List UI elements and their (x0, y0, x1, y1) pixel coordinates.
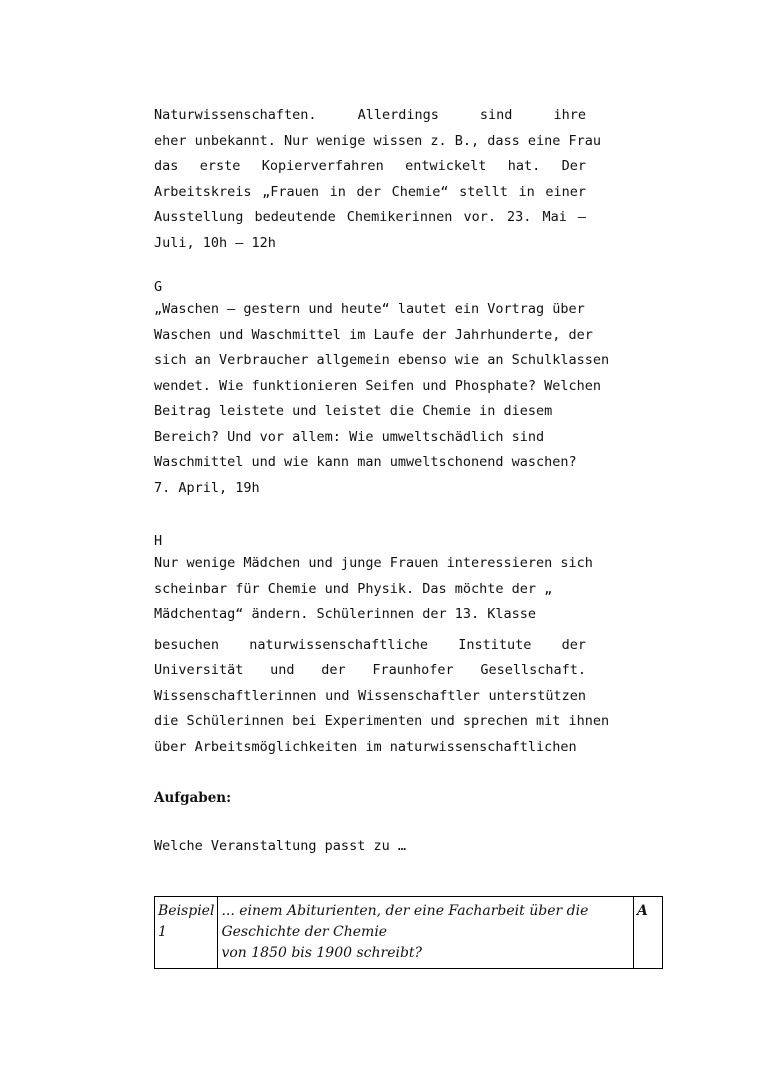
text-line: 7. April, 19h (154, 479, 260, 496)
example-question (218, 897, 634, 969)
text-line: wendet. Wie funktionieren Seifen und Phosphate? Welchen (154, 377, 602, 394)
text-line: scheinbar für Chemie und Physik. Das möchte der „ (154, 580, 553, 597)
section-f-text (154, 103, 602, 256)
question-line: Geschichte der Chemie (221, 924, 388, 940)
text-line: die Schülerinnen bei Experimenten und sprechen mit ihnen (154, 713, 610, 729)
text-line: Naturwissenschaften. Allerdings sind ihre (154, 107, 586, 123)
text-line: „Waschen – gestern und heute“ lautet ein Vortrag über (154, 301, 585, 317)
example-answer: A (634, 897, 663, 969)
question-line: ... einem Abiturienten, der eine Facharbeit über die (221, 903, 589, 919)
text-line: Mädchentag“ ändern. Schülerinnen der 13. Klasse (154, 606, 537, 622)
text-line: das erste Kopierverfahren entwickelt hat. Der (154, 158, 586, 174)
example-table (154, 896, 663, 969)
text-line: Beitrag leistete und leistet die Chemie in diesem (154, 403, 553, 419)
text-line: Waschen und Waschmittel im Laufe der Jahrhunderte, der (154, 326, 593, 343)
tasks-prompt: Welche Veranstaltung passt zu … (154, 838, 406, 854)
section-g (154, 277, 610, 501)
section-h (154, 531, 610, 760)
text-line: Juli, 10h – 12h (154, 234, 276, 251)
text-line: Bereich? Und vor allem: Wie umweltschädlich sind (154, 428, 545, 445)
section-letter: G (154, 279, 163, 295)
section-letter: H (154, 533, 163, 549)
text-line: Universität und der Fraunhofer Gesellschaft. (154, 662, 586, 678)
table-row (155, 897, 663, 969)
question-line: von 1850 bis 1900 schreibt? (221, 945, 423, 961)
text-line: Waschmittel und wie kann man umweltschonend waschen? (154, 454, 577, 470)
text-line: eher unbekannt. Nur wenige wissen z. B., dass eine Frau (154, 132, 602, 149)
text-line: Arbeitskreis „Frauen in der Chemie“ stellt in einer (154, 183, 586, 200)
example-label: Beispiel 1 (155, 897, 218, 969)
text-line: sich an Verbraucher allgemein ebenso wie an Schulklassen (154, 352, 610, 368)
text-line: über Arbeitsmöglichkeiten im naturwissenschaftlichen (154, 738, 577, 755)
text-line: besuchen naturwissenschaftliche Institute der (154, 636, 586, 653)
text-line: Nur wenige Mädchen und junge Frauen interessieren sich (154, 555, 593, 571)
tasks-heading: Aufgaben: (154, 790, 232, 806)
text-line: Wissenschaftlerinnen und Wissenschaftler unterstützen (154, 687, 586, 704)
text-line: Ausstellung bedeutende Chemikerinnen vor. 23. Mai – (154, 209, 586, 225)
